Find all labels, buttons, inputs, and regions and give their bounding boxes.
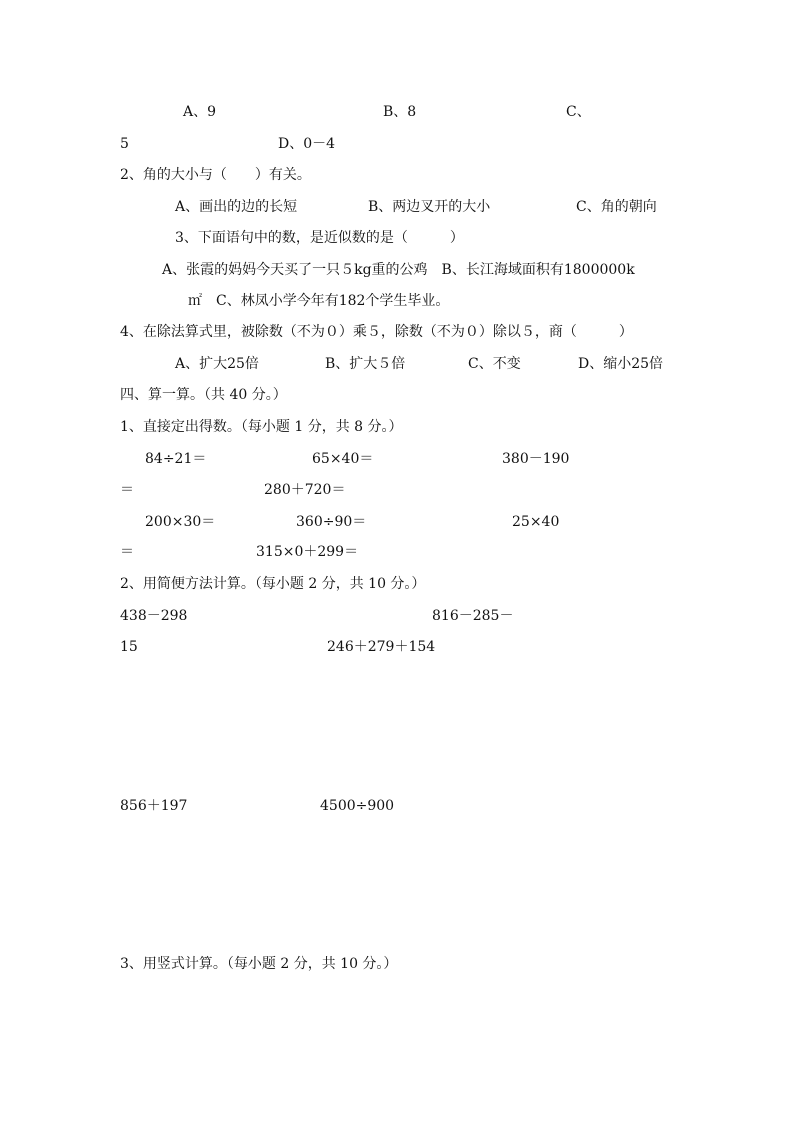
- oral-item-equals: ＝: [120, 544, 134, 560]
- q1-option-c-value: 5: [120, 136, 129, 152]
- oral-item-equals: ＝: [120, 482, 134, 498]
- calc-item: 816－285－: [432, 608, 514, 624]
- oral-item: 84÷21＝: [145, 451, 207, 467]
- q1-option-b: B、8: [383, 104, 417, 120]
- calc-item: 246＋279＋154: [327, 639, 436, 655]
- q4-option-a: A、扩大25倍: [175, 356, 259, 372]
- part2-title: 2、用简便方法计算。（每小题 2 分，共 10 分。）: [120, 576, 426, 592]
- q3-stem: 3、下面语句中的数，是近似数的是（ ）: [175, 230, 464, 246]
- calc-item: 438－298: [120, 608, 188, 624]
- part1-title: 1、直接定出得数。（每小题 1 分，共 8 分。）: [120, 419, 403, 435]
- part3-title: 3、用竖式计算。（每小题 2 分，共 10 分。）: [120, 956, 398, 972]
- q4-option-b: B、扩大５倍: [325, 356, 406, 372]
- q4-option-d: D、缩小25倍: [578, 356, 664, 372]
- q2-stem: 2、角的大小与（ ）有关。: [120, 167, 311, 183]
- oral-item: 25×40: [512, 514, 560, 530]
- section-title: 四、算一算。（共 40 分。）: [120, 387, 287, 403]
- q4-option-c: C、不变: [468, 356, 521, 372]
- q1-option-d: D、0－4: [278, 136, 336, 152]
- calc-item-cont: 15: [120, 639, 138, 655]
- oral-item: 200×30＝: [145, 514, 216, 530]
- oral-item: 65×40＝: [312, 451, 374, 467]
- oral-item: 360÷90＝: [296, 514, 367, 530]
- oral-item: 280＋720＝: [264, 482, 346, 498]
- q2-option-a: A、画出的边的长短: [175, 199, 298, 215]
- q1-option-c: C、: [566, 104, 591, 120]
- q2-option-c: C、角的朝向: [576, 199, 657, 215]
- q2-option-b: B、两边叉开的大小: [368, 199, 491, 215]
- calc-item: 4500÷900: [320, 798, 395, 814]
- calc-item: 856＋197: [120, 798, 188, 814]
- oral-item: 380－190: [502, 451, 570, 467]
- q4-stem: 4、在除法算式里，被除数（不为０）乘５，除数（不为０）除以５，商（ ）: [120, 324, 633, 340]
- q1-option-a: A、9: [183, 104, 217, 120]
- oral-item: 315×0＋299＝: [256, 544, 359, 560]
- q3-options-line2: ㎡ C、林凤小学今年有182个学生毕业。: [188, 293, 450, 309]
- q3-options-line1: A、张霞的妈妈今天买了一只５kg重的公鸡 B、长江海域面积有1800000k: [162, 262, 635, 278]
